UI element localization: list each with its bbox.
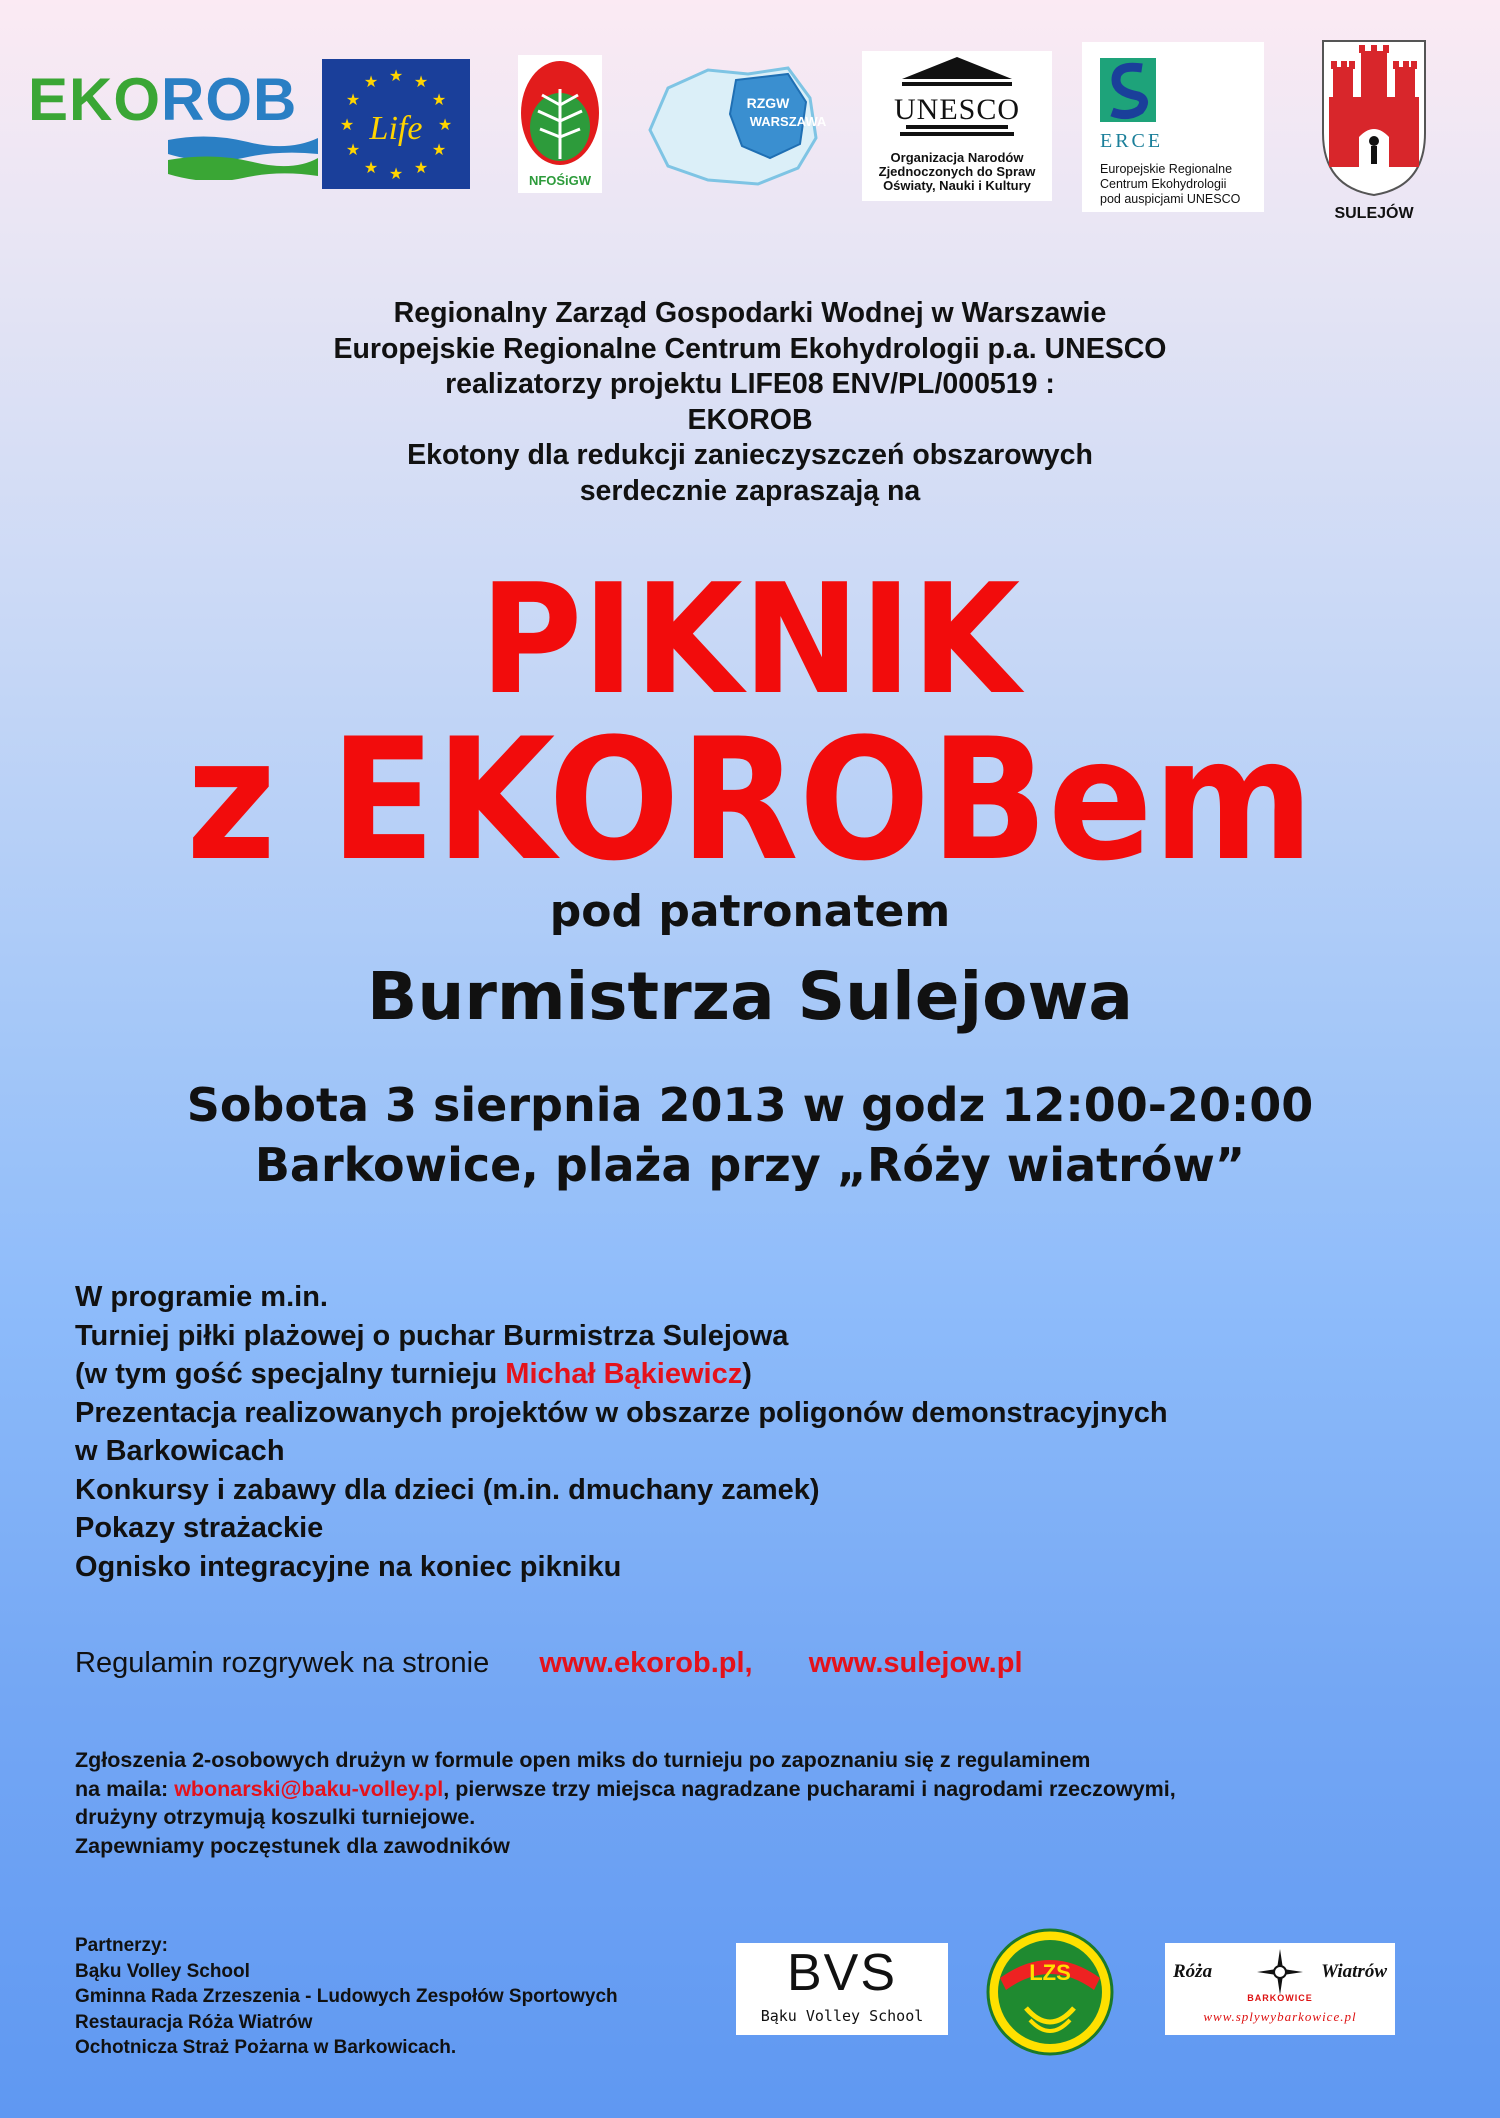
event-title-line-2: z EKOROBem [186,702,1314,898]
erce-caption: Europejskie Regionalne Centrum Ekohydrologii pod auspicjami UNESCO [1100,162,1241,206]
lzs-logo [986,1928,1114,2056]
unesco-temple-icon [862,51,1052,147]
intro-line-project: realizatorzy projektu LIFE08 ENV/PL/000519 : [445,368,1055,400]
svg-text:★: ★ [431,142,447,159]
event-location: Barkowice, plaża przy „Róży wiatrów” [254,1138,1246,1192]
intro-line-erce: Europejskie Regionalne Centrum Ekohydrologii p.a. UNESCO [333,332,1167,365]
registration-line: Zgłoszenia 2-osobowych drużyn w formule open miks do turnieju po zapoznaniu się z regulaminem [75,1748,1091,1772]
unesco-logo [862,51,1052,201]
program-item: Pokazy strażackie [75,1512,324,1544]
program-item: Konkursy i zabawy dla dzieci (m.in. dmuchany zamek) [75,1473,820,1506]
registration-email-link[interactable]: wbonarski@baku-volley.pl [174,1776,444,1801]
svg-text:★: ★ [363,74,379,91]
program-item: Turniej piłki plażowej o puchar Burmistrza Sulejowa [75,1319,789,1352]
ekorob-wordmark: EKOROB [28,66,298,133]
rules-line [75,1647,1023,1680]
eu-life-logo [322,59,470,189]
patronage-label: pod patronatem [549,886,951,937]
svg-text:★: ★ [339,117,355,134]
special-guest-name: Michał Bąkiewicz [505,1358,743,1390]
intro-line-invite: serdecznie zapraszają na [579,474,921,507]
bvs-wordmark: BVS [786,1944,898,2002]
bvs-subtitle: Bąku Volley School [760,2007,924,2025]
castle-shield-icon [1319,37,1429,197]
roza-wiatrow-logo: Róża Wiatrów BARKOWICE www.splywybarkowice.pl [1165,1943,1395,2035]
rzgw-label: RZGW [746,95,790,111]
intro-line-ekotony: Ekotony dla redukcji zanieczyszczeń obszarowych [407,439,1093,471]
erce-emblem-icon [1098,56,1158,126]
poland-map-icon [638,58,828,193]
svg-text:★: ★ [388,68,404,85]
program-heading: W programie m.in. [75,1281,328,1313]
eu-stars-icon [322,59,470,189]
svg-text:★: ★ [345,142,361,159]
rules-label: Regulamin rozgrywek na stronie [75,1647,490,1679]
event-title-line-1: PIKNIK [479,551,1021,728]
life-wordmark: Life [369,110,423,147]
program-list [75,1278,1168,1586]
registration-line: drużyny otrzymują koszulki turniejowe. [75,1805,476,1829]
program-item: Ognisko integracyjne na koniec pikniku [75,1550,622,1583]
unesco-wordmark: UNESCO [893,93,1021,126]
partner-item: Bąku Volley School [75,1960,250,1982]
nfosigw-emblem-icon [518,55,602,193]
program-item: Prezentacja realizowanych projektów w obszarze poligonów demonstracyjnych [75,1396,1168,1429]
nfosigw-label: NFOŚiGW [528,173,592,188]
erce-logo [1082,42,1264,212]
partner-item: Restauracja Róża Wiatrów [75,2011,313,2033]
sulejow-coat-of-arms [1301,37,1447,227]
partner-item: Ochotnicza Straż Pożarna w Barkowicach. [75,2037,457,2058]
lzs-emblem-icon [986,1928,1114,2056]
partner-item: Gminna Rada Zrzeszenia - Ludowych Zespołów Sportowych [75,1986,618,2007]
svg-text:★: ★ [345,92,361,109]
sulejow-label: SULEJÓW [1334,205,1414,222]
roza-website: www.splywybarkowice.pl [1203,2009,1357,2024]
compass-rose-icon [1255,1947,1305,1997]
catering-note: Zapewniamy poczęstunek dla zawodników [75,1833,510,1858]
intro-line-rzgw: Regionalny Zarząd Gospodarki Wodnej w Warszawie [393,297,1107,329]
rzgw-logo [638,58,828,193]
registration-info [75,1746,1176,1860]
ekorob-logo [28,66,298,190]
bvs-logo [736,1943,948,2035]
lzs-letters: LZS [1029,1960,1071,1985]
svg-text:★: ★ [363,160,379,177]
partners-list [75,1933,618,2061]
event-date: Sobota 3 sierpnia 2013 w godz 12:00-20:00 [186,1078,1314,1132]
svg-text:★: ★ [388,166,404,183]
svg-text:★: ★ [431,92,447,109]
registration-line: na maila: wbonarski@baku-volley.pl, pierwsze trzy miejsca nagradzane pucharami i nagrodami rzeczowymi, [75,1776,1176,1801]
intro-line-ekorob: EKOROB [687,403,813,436]
partners-heading: Partnerzy: [75,1935,168,1956]
rzgw-city-label: WARSZAWA [749,114,827,129]
waves-icon [168,132,318,180]
sulejow-website-link[interactable]: www.sulejow.pl [808,1647,1023,1679]
nfosigw-logo [518,55,602,193]
unesco-caption: Organizacja Narodów Zjednoczonych do Spraw Oświaty, Nauki i Kultury [878,150,1036,193]
ekorob-website-link[interactable]: www.ekorob.pl, [539,1647,753,1679]
organizers-intro [0,296,1500,509]
svg-text:★: ★ [413,74,429,91]
svg-text:★: ★ [437,117,453,134]
svg-text:★: ★ [413,160,429,177]
program-item: w Barkowicach [75,1435,285,1467]
roza-subtitle: BARKOWICE [1247,1993,1313,2003]
program-item-guest: (w tym gość specjalny turnieju Michał Bąkiewicz) [75,1358,752,1390]
patron-name: Burmistrza Sulejowa [367,958,1133,1035]
erce-wordmark: ERCE [1100,130,1164,152]
